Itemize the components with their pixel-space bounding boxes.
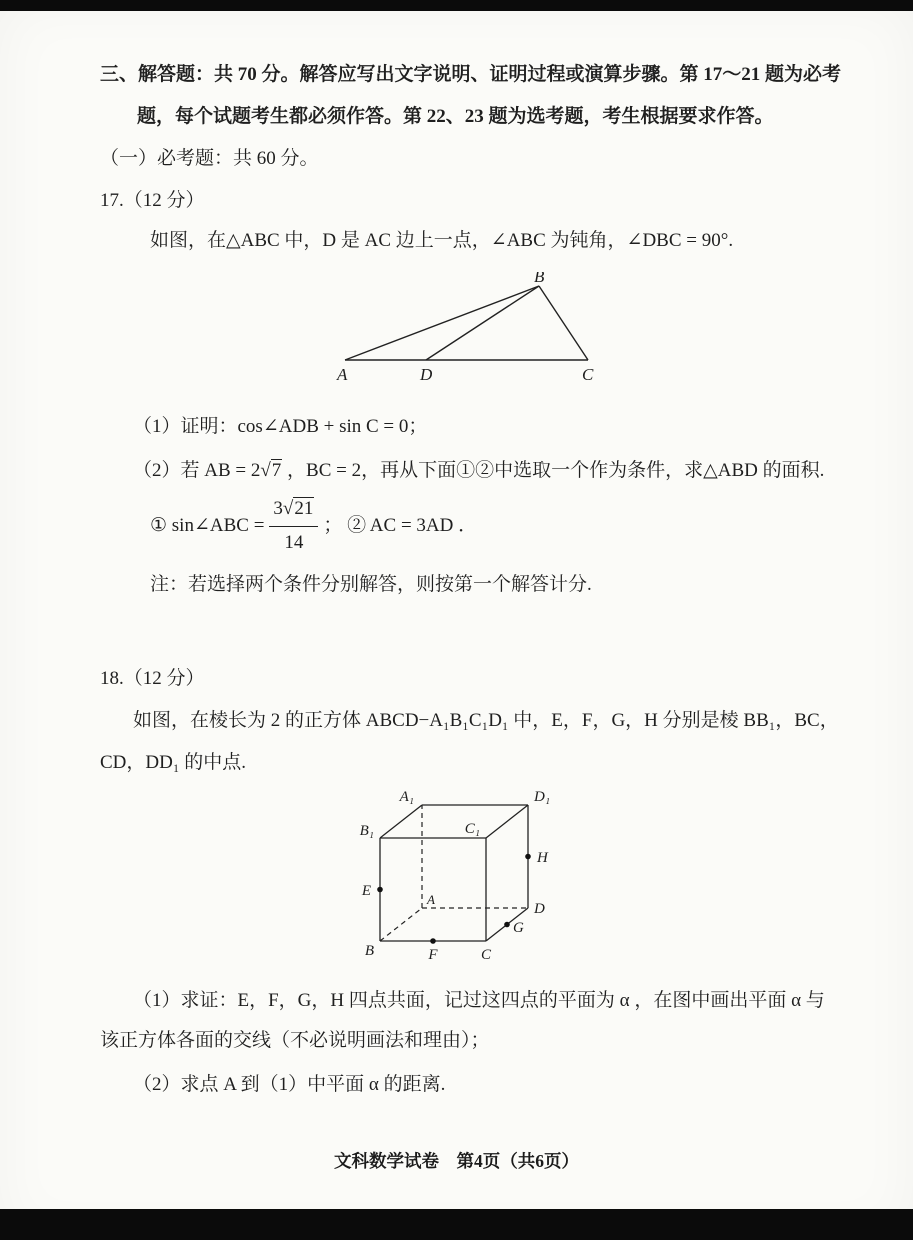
triangle-labels — [336, 272, 594, 384]
scan-edge-top — [0, 0, 913, 11]
part2-text-seg2: ，BC = 2，再从下面①②中选取一个作为条件，求△ABD 的面积. — [282, 460, 825, 481]
midpoint-label-h: H — [537, 850, 548, 866]
midpoint-label-g: G — [513, 920, 524, 936]
vertex-label-d: D — [534, 901, 545, 917]
midpoint-dot-f — [430, 938, 436, 944]
part2-text-seg1: （2）若 AB = 2√ — [133, 460, 271, 481]
fraction-3sqrt21-over-14 — [269, 494, 318, 558]
edge-b1a1 — [380, 805, 422, 838]
question-18-part1-line2: 该正方体各面的交线（不必说明画法和理由）； — [100, 1030, 490, 1051]
midpoint-label-f: F — [428, 947, 438, 963]
question-18-intro-line2: CD，DD₁ 的中点. — [100, 752, 246, 773]
section-heading-line2: 题，每个试题考生都必须作答。第 22、23 题为选考题，考生根据要求作答。 — [137, 106, 774, 127]
midpoint-dot-e — [377, 887, 383, 893]
edge-c1d1 — [486, 805, 528, 838]
question-17-conditions — [150, 494, 849, 558]
midpoint-dot-h — [525, 854, 531, 860]
triangle-figure — [310, 272, 610, 388]
required-questions-note: （一）必考题：共 60 分。 — [100, 148, 319, 169]
question-18-intro-line1: 如图，在棱长为 2 的正方体 ABCD−A₁B₁C₁D₁ 中，E，F，G，H 分别是棱 BB₁，BC， — [133, 710, 839, 731]
question-17-note: 注：若选择两个条件分别解答，则按第一个解答计分. — [150, 574, 592, 595]
question-17-intro: 如图，在△ABC 中，D 是 AC 边上一点，∠ABC 为钝角，∠DBC = 90°. — [150, 230, 734, 251]
vertex-label-c: C — [480, 947, 492, 963]
sqrt-7-radicand: 7 — [271, 460, 282, 481]
section-heading-line1: 三、解答题：共 70 分。解答应写出文字说明、证明过程或演算步骤。第 17～21 题为必考 — [100, 64, 842, 85]
edge-ab-hidden — [380, 908, 422, 941]
page-footer: 文科数学试卷 第4页（共6页） — [334, 1151, 579, 1171]
numerator-prefix: 3√ — [273, 498, 294, 519]
midpoint-dots — [377, 854, 531, 944]
fraction-numerator — [269, 494, 318, 527]
scan-edge-bottom — [0, 1209, 913, 1240]
side-cb — [539, 286, 588, 360]
vertex-label-b1: B₁ — [359, 823, 374, 839]
vertex-label-b: B — [534, 272, 545, 286]
question-18-part1-line1: （1）求证：E，F，G，H 四点共面，记过这四点的平面为 α ，在图中画出平面 α 与 — [133, 990, 825, 1011]
cube-hidden-edges — [380, 805, 528, 941]
vertex-label-c: C — [582, 365, 594, 384]
cube-labels — [360, 789, 550, 963]
triangle-edges — [345, 286, 588, 360]
cube-figure — [348, 786, 578, 976]
question-17-part1: （1）证明：cos∠ADB + sin C = 0； — [133, 416, 428, 437]
vertex-label-a1: A₁ — [399, 789, 414, 805]
vertex-label-b: B — [364, 943, 374, 959]
point-label-d: D — [420, 365, 433, 384]
vertex-label-d1: D₁ — [534, 789, 551, 805]
fraction-denominator: 14 — [284, 532, 304, 553]
midpoint-dot-g — [504, 922, 510, 928]
midpoint-label-e: E — [361, 883, 371, 899]
cube-solid-edges — [380, 805, 528, 941]
vertex-label-a: A — [337, 365, 348, 384]
condition-1-label: ① sin∠ABC = — [150, 515, 265, 536]
vertex-label-c1: C₁ — [464, 821, 480, 837]
question-17-title: 17.（12 分） — [100, 190, 205, 211]
question-17-part2 — [133, 456, 849, 486]
sqrt-21-radicand: 21 — [294, 498, 314, 519]
condition-2-label: ； ② AC = 3AD ． — [323, 515, 478, 536]
vertex-label-a: A — [427, 892, 435, 907]
page-content — [100, 60, 849, 1100]
question-18-title: 18.（12 分） — [100, 668, 205, 689]
question-18-part2: （2）求点 A 到（1）中平面 α 的距离. — [133, 1074, 446, 1095]
